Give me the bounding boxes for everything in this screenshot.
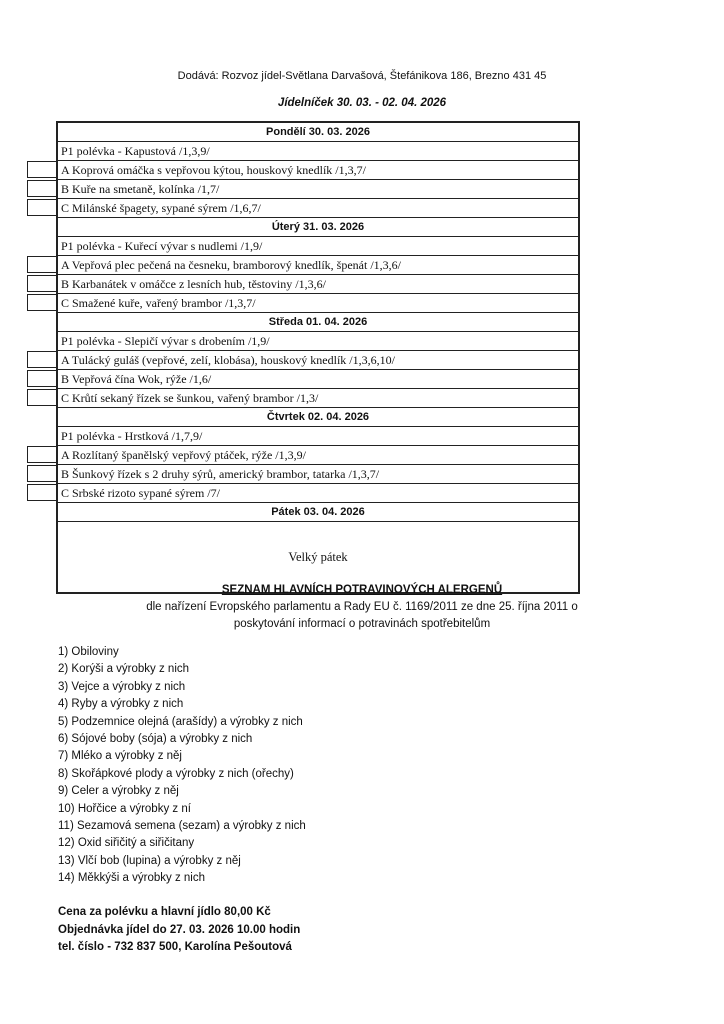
allergen-item: 12) Oxid siřičitý a siřičitany xyxy=(58,837,195,850)
day-heading-tuesday: Úterý 31. 03. 2026 xyxy=(58,218,578,237)
menu-item-a: A Tulácký guláš (vepřové, zelí, klobása), houskový knedlík /1,3,6,10/ xyxy=(58,351,578,370)
allergen-item: 11) Sezamová semena (sezam) a výrobky z nich xyxy=(58,819,306,832)
allergen-item: 9) Celer a výrobky z něj xyxy=(58,785,179,798)
allergens-subtitle: dle nařízení Evropského parlamentu a Rady EU č. 1169/2011 ze dne 25. října 2011 o xyxy=(146,601,578,613)
menu-item-c: C Smažené kuře, vařený brambor /1,3,7/ xyxy=(58,294,578,313)
allergen-item: 4) Ryby a výrobky z nich xyxy=(58,698,184,711)
menu-item-c: C Srbské rizoto sypané sýrem /7/ xyxy=(58,484,578,503)
allergen-item: 5) Podzemnice olejná (arašídy) a výrobky z nich xyxy=(58,715,303,728)
menu-item-a: A Rozlítaný španělský vepřový ptáček, rýže /1,3,9/ xyxy=(58,446,578,465)
menu-item-b: B Karbanátek v omáčce z lesních hub, těstoviny /1,3,6/ xyxy=(58,275,578,294)
allergen-item: 1) Obiloviny xyxy=(58,646,119,658)
allergens-subtitle: poskytování informací o potravinách spotřebitelům xyxy=(233,618,491,630)
holiday-note: Velký pátek xyxy=(288,550,348,564)
allergen-item: 3) Vejce a výrobky z nich xyxy=(58,680,186,693)
allergen-item: 14) Měkkýši a výrobky z nich xyxy=(58,872,205,885)
menu-item-c: C Milánské špagety, sypané sýrem /1,6,7/ xyxy=(58,199,578,218)
menu-item-c: C Krůtí sekaný řízek se šunkou, vařený brambor /1,3/ xyxy=(58,389,578,408)
footer xyxy=(58,904,300,957)
order-deadline-line: Objednávka jídel do 27. 03. 2026 10.00 hodin xyxy=(58,923,301,936)
menu-item-soup: P1 polévka - Kuřecí vývar s nudlemi /1,9/ xyxy=(58,237,578,256)
supplier-line: Dodává: Rozvoz jídel-Světlana Darvašová, Štefánikova 186, Brezno 431 45 xyxy=(177,70,547,82)
allergen-item: 6) Sójové boby (sója) a výrobky z nich xyxy=(58,732,253,745)
menu-item-b: B Vepřová čína Wok, rýže /1,6/ xyxy=(58,370,578,389)
day-heading-wednesday: Středa 01. 04. 2026 xyxy=(58,313,578,332)
menu-item-soup: P1 polévka - Hrstková /1,7,9/ xyxy=(58,427,578,446)
day-heading-thursday: Čtvrtek 02. 04. 2026 xyxy=(58,408,578,427)
menu-item-b: B Kuře na smetaně, kolínka /1,7/ xyxy=(58,180,578,199)
allergen-item: 2) Korýši a výrobky z nich xyxy=(58,663,190,676)
allergen-item: 13) Vlčí bob (lupina) a výrobky z něj xyxy=(58,854,241,867)
week-title: Jídelníček 30. 03. - 02. 04. 2026 xyxy=(277,97,447,109)
allergens-title: SEZNAM HLAVNÍCH POTRAVINOVÝCH ALERGENŮ xyxy=(221,584,503,596)
day-heading-monday: Pondělí 30. 03. 2026 xyxy=(58,123,578,142)
menu-item-soup: P1 polévka - Slepičí vývar s drobením /1,9/ xyxy=(58,332,578,351)
day-heading-friday: Pátek 03. 04. 2026 xyxy=(58,503,578,522)
allergen-list xyxy=(58,644,306,887)
menu-table xyxy=(56,121,580,594)
allergen-item: 8) Skořápkové plody a výrobky z nich (ořechy) xyxy=(58,767,294,780)
price-line: Cena za polévku a hlavní jídlo 80,00 Kč xyxy=(58,906,271,918)
allergen-item: 10) Hořčice a výrobky z ní xyxy=(58,802,191,815)
allergen-item: 7) Mléko a výrobky z něj xyxy=(58,750,182,763)
phone-line: tel. číslo - 732 837 500, Karolína Pešoutová xyxy=(58,941,292,953)
menu-item-soup: P1 polévka - Kapustová /1,3,9/ xyxy=(58,142,578,161)
menu-item-a: A Koprová omáčka s vepřovou kýtou, houskový knedlík /1,3,7/ xyxy=(58,161,578,180)
menu-item-b: B Šunkový řízek s 2 druhy sýrů, americký brambor, tatarka /1,3,7/ xyxy=(58,465,578,484)
menu-item-a: A Vepřová plec pečená na česneku, bramborový knedlík, špenát /1,3,6/ xyxy=(58,256,578,275)
